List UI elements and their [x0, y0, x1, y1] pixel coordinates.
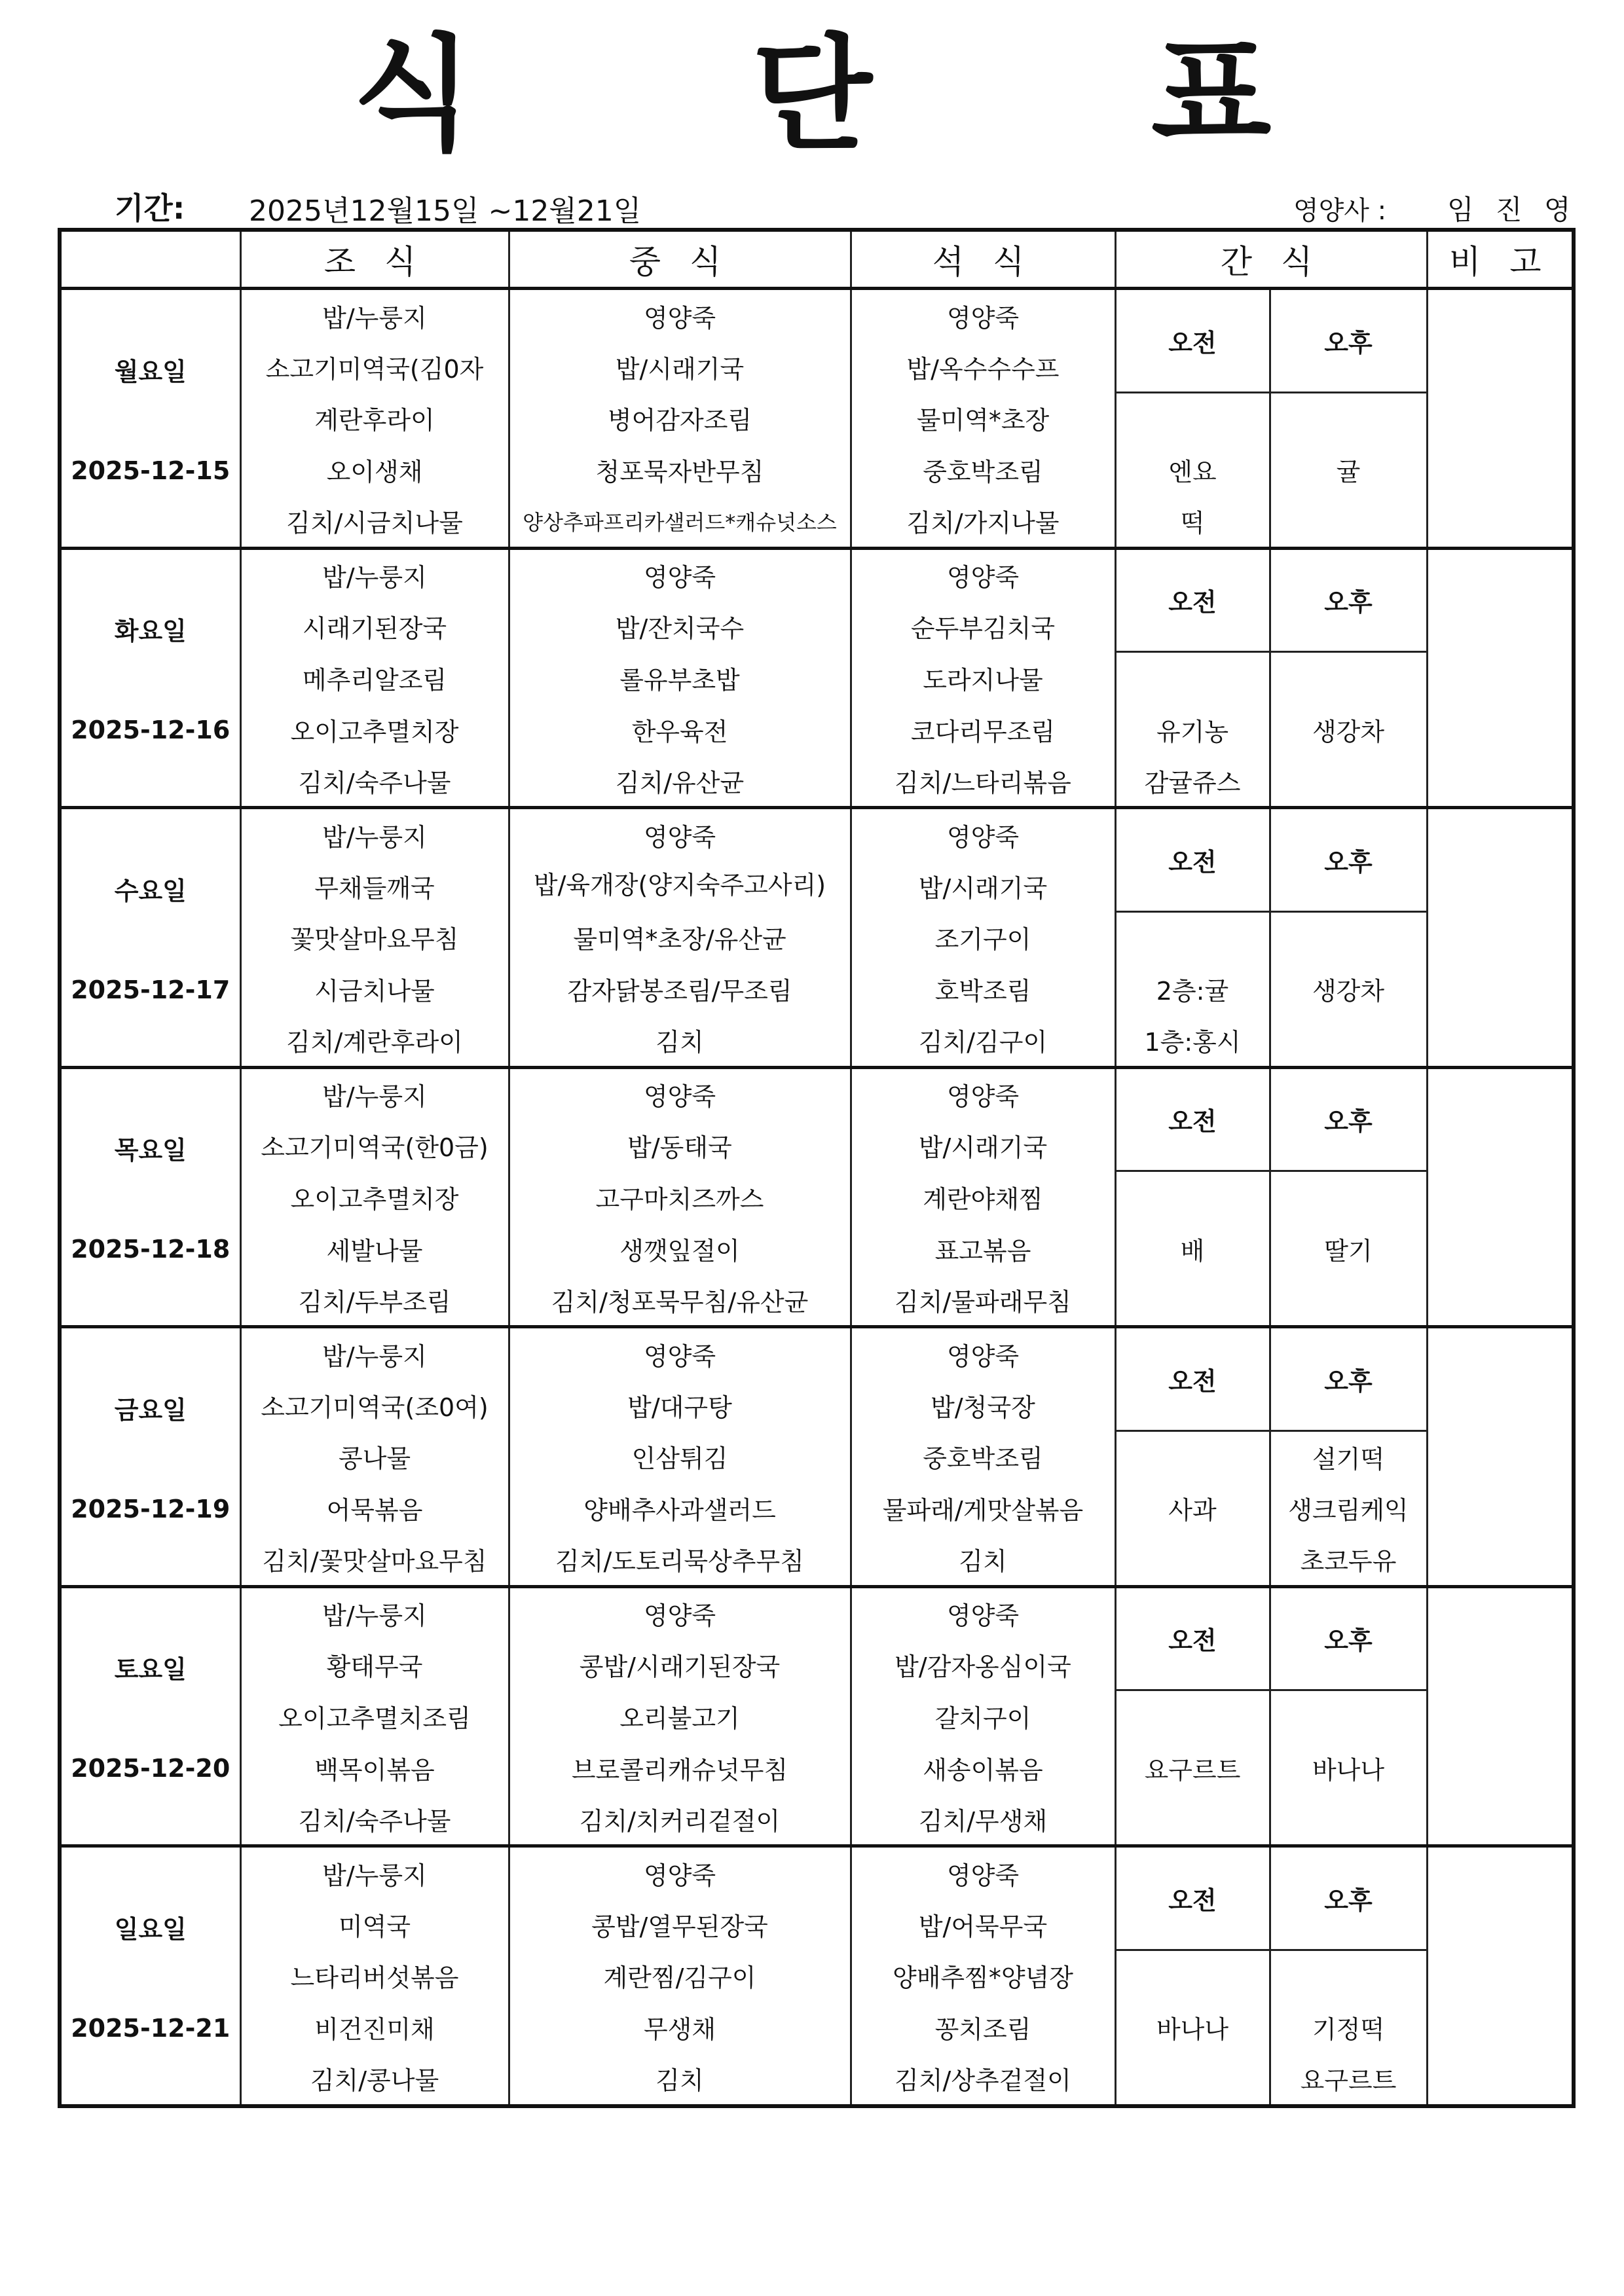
day-name: 금요일 — [114, 1395, 187, 1425]
snack-am-item — [1115, 911, 1270, 964]
lunch-item: 영양죽 — [509, 808, 851, 861]
note-cell — [1427, 808, 1574, 1068]
note-cell — [1427, 1846, 1574, 2106]
snack-am-item — [1115, 392, 1270, 445]
table-row — [60, 496, 1574, 549]
dinner-item: 중호박조림 — [851, 1430, 1115, 1483]
snack-am-label: 오전 — [1115, 289, 1270, 393]
breakfast-item: 꽃맛살마요무침 — [240, 911, 509, 964]
table-row — [60, 911, 1574, 964]
day-name: 목요일 — [114, 1136, 187, 1165]
dinner-item: 물미역*초장 — [851, 392, 1115, 445]
table-row — [60, 808, 1574, 861]
day-name: 일요일 — [114, 1914, 187, 1944]
snack-pm-label: 오후 — [1270, 1846, 1427, 1950]
lunch-item: 감자닭봉조림/무조림 — [509, 964, 851, 1015]
note-cell — [1427, 289, 1574, 549]
snack-am-item: 2층:귤 — [1115, 964, 1270, 1015]
lunch-item: 콩밥/시래기된장국 — [509, 1639, 851, 1690]
header-breakfast: 조 식 — [240, 230, 509, 289]
note-cell — [1427, 1327, 1574, 1587]
snack-pm-item — [1270, 1015, 1427, 1068]
dinner-item: 호박조림 — [851, 964, 1115, 1015]
breakfast-item: 오이고추멸치장 — [240, 704, 509, 755]
snack-pm-label: 오후 — [1270, 1327, 1427, 1431]
day-date: 2025-12-17 — [71, 975, 231, 1004]
snack-am-item: 엔요 — [1115, 445, 1270, 496]
table-row — [60, 445, 1574, 496]
breakfast-item: 소고기미역국(김0자 — [240, 341, 509, 392]
dinner-item: 밥/감자옹심이국 — [851, 1639, 1115, 1690]
snack-pm-item — [1270, 652, 1427, 704]
snack-pm-item: 요구르트 — [1270, 2053, 1427, 2106]
breakfast-item: 백목이볶음 — [240, 1742, 509, 1793]
snack-am-item — [1115, 2053, 1270, 2106]
header-dinner: 석 식 — [851, 230, 1115, 289]
breakfast-item: 계란후라이 — [240, 392, 509, 445]
snack-am-label: 오전 — [1115, 1327, 1270, 1431]
breakfast-item: 김치/시금치나물 — [240, 496, 509, 549]
dinner-item: 영양죽 — [851, 1327, 1115, 1380]
day-cell — [60, 1327, 240, 1587]
dinner-item: 영양죽 — [851, 1846, 1115, 1899]
breakfast-item: 콩나물 — [240, 1430, 509, 1483]
snack-am-item: 유기농 — [1115, 704, 1270, 755]
day-date: 2025-12-15 — [71, 456, 231, 485]
breakfast-item: 소고기미역국(한0금) — [240, 1120, 509, 1171]
table-row — [60, 1430, 1574, 1483]
table-row — [60, 1483, 1574, 1534]
dinner-item: 계란야채찜 — [851, 1171, 1115, 1224]
breakfast-item: 밥/누룽지 — [240, 289, 509, 342]
table-row — [60, 392, 1574, 445]
breakfast-item: 소고기미역국(조0여) — [240, 1379, 509, 1430]
dinner-item: 물파래/게맛살볶음 — [851, 1483, 1115, 1534]
lunch-item: 롤유부초밥 — [509, 652, 851, 704]
dinner-item: 갈치구이 — [851, 1690, 1115, 1743]
lunch-item: 밥/대구탕 — [509, 1379, 851, 1430]
dinner-item: 김치/무생채 — [851, 1793, 1115, 1846]
snack-am-item — [1115, 1793, 1270, 1846]
lunch-item: 고구마치즈까스 — [509, 1171, 851, 1224]
table-row — [60, 1274, 1574, 1327]
breakfast-item: 메추리알조림 — [240, 652, 509, 704]
snack-pm-label: 오후 — [1270, 808, 1427, 912]
dinner-item: 김치/김구이 — [851, 1015, 1115, 1068]
lunch-item: 영양죽 — [509, 548, 851, 601]
lunch-item: 김치/유산균 — [509, 755, 851, 808]
lunch-item: 김치 — [509, 1015, 851, 1068]
breakfast-item: 김치/두부조림 — [240, 1274, 509, 1327]
snack-pm-item — [1270, 496, 1427, 549]
table-row — [60, 1223, 1574, 1274]
day-cell — [60, 1846, 240, 2106]
day-name: 월요일 — [114, 357, 187, 386]
snack-am-item: 감귤쥬스 — [1115, 755, 1270, 808]
dinner-item: 김치/가지나물 — [851, 496, 1115, 549]
dinner-item: 양배추찜*양념장 — [851, 1950, 1115, 2002]
breakfast-item: 오이생채 — [240, 445, 509, 496]
lunch-item: 김치 — [509, 2053, 851, 2106]
lunch-item: 영양죽 — [509, 1067, 851, 1120]
day-name: 수요일 — [114, 876, 187, 905]
snack-pm-item: 생강차 — [1270, 964, 1427, 1015]
menu-table — [58, 228, 1576, 2108]
snack-pm-item: 바나나 — [1270, 1742, 1427, 1793]
snack-pm-item — [1270, 1950, 1427, 2002]
snack-am-item — [1115, 1430, 1270, 1483]
table-row — [60, 1742, 1574, 1793]
snack-am-label: 오전 — [1115, 548, 1270, 652]
snack-am-item: 1층:홍시 — [1115, 1015, 1270, 1068]
table-row — [60, 1534, 1574, 1587]
dinner-item: 꽁치조림 — [851, 2002, 1115, 2053]
day-date: 2025-12-18 — [71, 1235, 231, 1264]
header-note: 비 고 — [1427, 230, 1574, 289]
lunch-item: 영양죽 — [509, 289, 851, 342]
snack-am-item — [1115, 1950, 1270, 2002]
dinner-item: 김치/물파래무침 — [851, 1274, 1115, 1327]
lunch-item: 오리불고기 — [509, 1690, 851, 1743]
lunch-item: 브로콜리캐슈넛무침 — [509, 1742, 851, 1793]
snack-am-item: 요구르트 — [1115, 1742, 1270, 1793]
snack-pm-label: 오후 — [1270, 1586, 1427, 1690]
snack-am-label: 오전 — [1115, 1586, 1270, 1690]
breakfast-item: 시래기된장국 — [240, 601, 509, 652]
header-blank — [60, 230, 240, 289]
note-cell — [1427, 1067, 1574, 1327]
snack-pm-label: 오후 — [1270, 289, 1427, 393]
dinner-item: 영양죽 — [851, 548, 1115, 601]
breakfast-item: 밥/누룽지 — [240, 1067, 509, 1120]
snack-pm-item: 딸기 — [1270, 1223, 1427, 1274]
day-date: 2025-12-21 — [71, 2013, 231, 2043]
breakfast-item: 오이고추멸치조림 — [240, 1690, 509, 1743]
table-row — [60, 1067, 1574, 1120]
lunch-item: 청포묵자반무침 — [509, 445, 851, 496]
page-title: 식 단 표 — [352, 22, 1390, 167]
snack-am-label: 오전 — [1115, 808, 1270, 912]
table-row — [60, 964, 1574, 1015]
day-date: 2025-12-20 — [71, 1754, 231, 1783]
day-cell — [60, 548, 240, 808]
breakfast-item: 미역국 — [240, 1899, 509, 1950]
dinner-item: 도라지나물 — [851, 652, 1115, 704]
dietitian-name: 임 진 영 — [1447, 194, 1578, 226]
breakfast-item: 밥/누룽지 — [240, 1327, 509, 1380]
table-row — [60, 2053, 1574, 2106]
table-row — [60, 1015, 1574, 1068]
snack-pm-item: 귤 — [1270, 445, 1427, 496]
snack-pm-item: 생크림케익 — [1270, 1483, 1427, 1534]
table-row — [60, 1846, 1574, 1899]
lunch-item: 계란찜/김구이 — [509, 1950, 851, 2002]
day-name: 화요일 — [114, 617, 187, 646]
breakfast-item: 느타리버섯볶음 — [240, 1950, 509, 2002]
snack-pm-item — [1270, 1690, 1427, 1743]
day-cell — [60, 289, 240, 549]
lunch-item: 양상추파프리카샐러드*캐슈넛소스 — [509, 496, 851, 549]
snack-pm-item: 기정떡 — [1270, 2002, 1427, 2053]
snack-pm-item — [1270, 1274, 1427, 1327]
snack-am-item: 배 — [1115, 1223, 1270, 1274]
header-snack: 간 식 — [1115, 230, 1427, 289]
dinner-item: 밥/시래기국 — [851, 860, 1115, 911]
snack-pm-label: 오후 — [1270, 548, 1427, 652]
snack-am-item — [1115, 1171, 1270, 1224]
lunch-item: 김치/도토리묵상추무침 — [509, 1534, 851, 1587]
lunch-item: 콩밥/열무된장국 — [509, 1899, 851, 1950]
lunch-item: 영양죽 — [509, 1586, 851, 1639]
day-cell — [60, 808, 240, 1068]
snack-pm-item — [1270, 392, 1427, 445]
note-cell — [1427, 1586, 1574, 1846]
dinner-item: 표고볶음 — [851, 1223, 1115, 1274]
dietitian-label: 영양사 : — [1293, 196, 1387, 226]
lunch-item: 영양죽 — [509, 1327, 851, 1380]
table-row — [60, 1950, 1574, 2002]
table-row — [60, 548, 1574, 601]
lunch-item: 한우육전 — [509, 704, 851, 755]
breakfast-item: 오이고추멸치장 — [240, 1171, 509, 1224]
breakfast-item: 무채들깨국 — [240, 860, 509, 911]
lunch-item: 영양죽 — [509, 1846, 851, 1899]
lunch-item: 생깻잎절이 — [509, 1223, 851, 1274]
dinner-item: 김치/느타리볶음 — [851, 755, 1115, 808]
snack-pm-item — [1270, 911, 1427, 964]
period-label: 기간: — [115, 191, 185, 226]
snack-pm-item: 생강차 — [1270, 704, 1427, 755]
table-row — [60, 1793, 1574, 1846]
dinner-item: 중호박조림 — [851, 445, 1115, 496]
lunch-item: 밥/잔치국수 — [509, 601, 851, 652]
breakfast-item: 김치/숙주나물 — [240, 1793, 509, 1846]
lunch-item: 물미역*초장/유산균 — [509, 911, 851, 964]
dinner-item: 영양죽 — [851, 289, 1115, 342]
day-name: 토요일 — [114, 1655, 187, 1685]
dinner-item: 밥/시래기국 — [851, 1120, 1115, 1171]
breakfast-item: 김치/꽃맛살마요무침 — [240, 1534, 509, 1587]
lunch-item: 밥/동태국 — [509, 1120, 851, 1171]
dinner-item: 코다리무조림 — [851, 704, 1115, 755]
breakfast-item: 밥/누룽지 — [240, 1586, 509, 1639]
snack-am-item: 바나나 — [1115, 2002, 1270, 2053]
lunch-item: 인삼튀김 — [509, 1430, 851, 1483]
lunch-item: 병어감자조림 — [509, 392, 851, 445]
menu-body — [60, 289, 1574, 2106]
snack-pm-item — [1270, 1793, 1427, 1846]
table-row — [60, 1690, 1574, 1743]
dinner-item: 밥/어묵무국 — [851, 1899, 1115, 1950]
day-cell — [60, 1586, 240, 1846]
breakfast-item: 밥/누룽지 — [240, 548, 509, 601]
note-cell — [1427, 548, 1574, 808]
snack-pm-item: 초코두유 — [1270, 1534, 1427, 1587]
snack-pm-label: 오후 — [1270, 1067, 1427, 1171]
dinner-item: 영양죽 — [851, 1586, 1115, 1639]
breakfast-item: 황태무국 — [240, 1639, 509, 1690]
day-date: 2025-12-16 — [71, 716, 231, 745]
lunch-item: 김치/치커리겉절이 — [509, 1793, 851, 1846]
snack-am-label: 오전 — [1115, 1067, 1270, 1171]
table-row — [60, 1171, 1574, 1224]
lunch-item: 양배추사과샐러드 — [509, 1483, 851, 1534]
snack-am-item — [1115, 1534, 1270, 1587]
dinner-item: 밥/옥수수수프 — [851, 341, 1115, 392]
dinner-item: 밥/청국장 — [851, 1379, 1115, 1430]
dinner-item: 김치 — [851, 1534, 1115, 1587]
snack-am-label: 오전 — [1115, 1846, 1270, 1950]
snack-am-item — [1115, 652, 1270, 704]
breakfast-item: 김치/콩나물 — [240, 2053, 509, 2106]
breakfast-item: 세발나물 — [240, 1223, 509, 1274]
breakfast-item: 밥/누룽지 — [240, 808, 509, 861]
table-row — [60, 652, 1574, 704]
table-row — [60, 1327, 1574, 1380]
lunch-item: 밥/육개장(양지숙주고사리) — [509, 860, 851, 911]
breakfast-item: 어묵볶음 — [240, 1483, 509, 1534]
day-date: 2025-12-19 — [71, 1494, 231, 1523]
dinner-item: 영양죽 — [851, 1067, 1115, 1120]
lunch-item: 무생채 — [509, 2002, 851, 2053]
snack-pm-item — [1270, 1171, 1427, 1224]
table-row — [60, 704, 1574, 755]
dinner-item: 조기구이 — [851, 911, 1115, 964]
dinner-item: 김치/상추겉절이 — [851, 2053, 1115, 2106]
snack-am-item — [1115, 1690, 1270, 1743]
table-row — [60, 755, 1574, 808]
breakfast-item: 김치/숙주나물 — [240, 755, 509, 808]
lunch-item: 김치/청포묵무침/유산균 — [509, 1274, 851, 1327]
table-row — [60, 1586, 1574, 1639]
snack-am-item: 사과 — [1115, 1483, 1270, 1534]
breakfast-item: 비건진미채 — [240, 2002, 509, 2053]
period-value: 2025년12월15일 ~12월21일 — [249, 194, 642, 228]
table-row — [60, 2002, 1574, 2053]
dinner-item: 영양죽 — [851, 808, 1115, 861]
snack-am-item: 떡 — [1115, 496, 1270, 549]
snack-pm-item: 설기떡 — [1270, 1430, 1427, 1483]
day-cell — [60, 1067, 240, 1327]
breakfast-item: 밥/누룽지 — [240, 1846, 509, 1899]
breakfast-item: 시금치나물 — [240, 964, 509, 1015]
snack-pm-item — [1270, 755, 1427, 808]
dinner-item: 새송이볶음 — [851, 1742, 1115, 1793]
table-row — [60, 289, 1574, 342]
breakfast-item: 김치/계란후라이 — [240, 1015, 509, 1068]
lunch-item: 밥/시래기국 — [509, 341, 851, 392]
header-lunch: 중 식 — [509, 230, 851, 289]
snack-am-item — [1115, 1274, 1270, 1327]
dinner-item: 순두부김치국 — [851, 601, 1115, 652]
